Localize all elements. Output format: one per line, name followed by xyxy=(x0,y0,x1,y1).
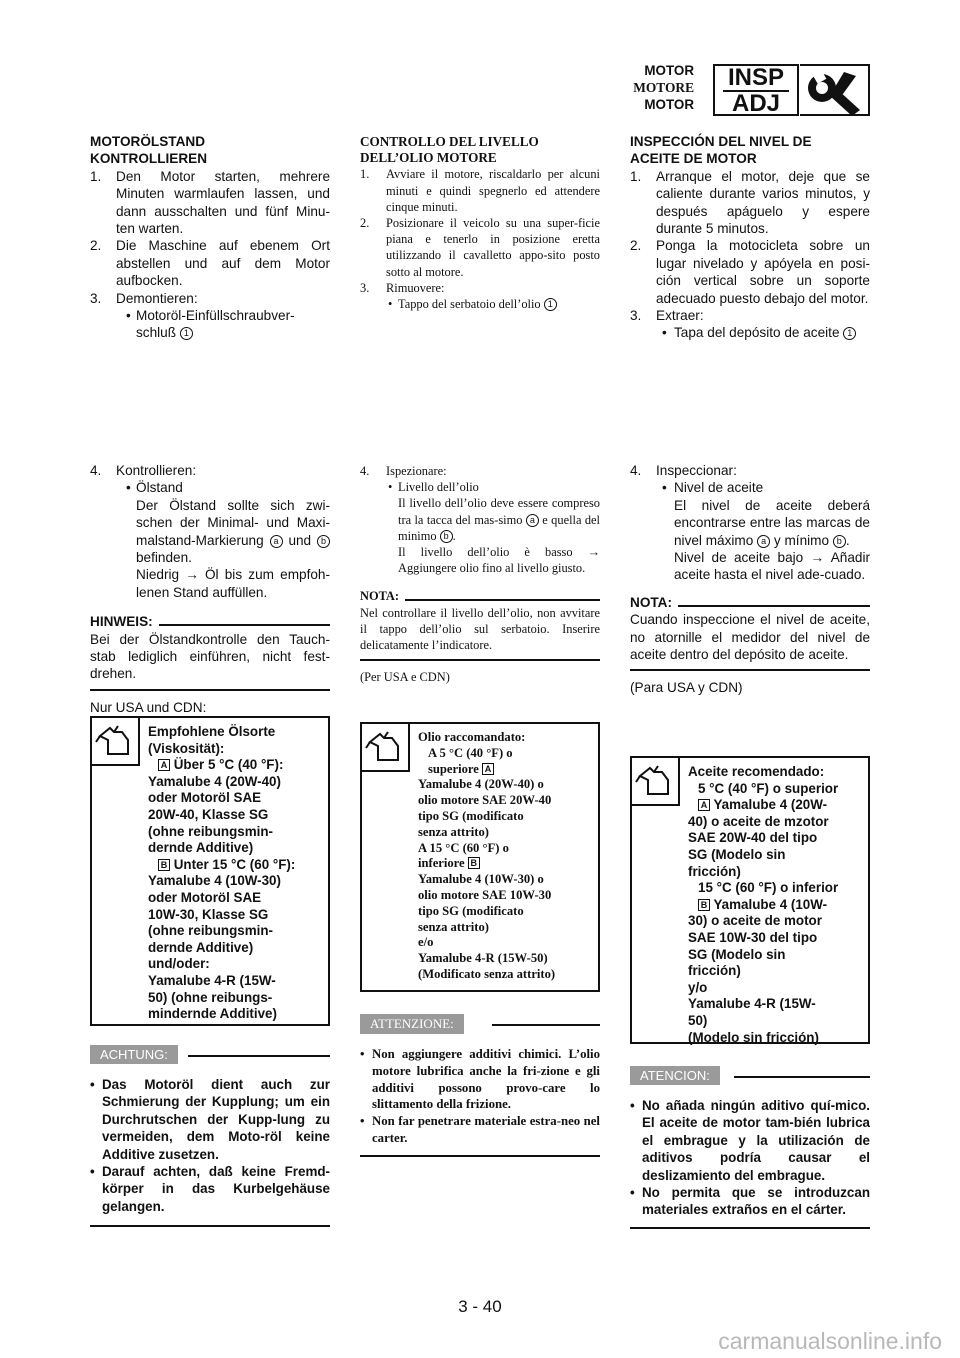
wrench-icon xyxy=(800,66,868,116)
de-step-4-bullet: • Ölstand xyxy=(126,480,183,496)
de-step-2: 2. Die Maschine auf ebenem Ort abstellen und auf dem Motor aufbocken. xyxy=(90,238,330,289)
callout-1: 1 xyxy=(544,298,557,311)
it-low-level: Il livello dell’olio è basso → Aggiungere olio fino al livello giusto. xyxy=(398,545,600,576)
oil-can-box xyxy=(632,758,680,806)
es-step-3-bullet: • Tapa del depósito de aceite 1 xyxy=(630,324,870,341)
key-b: B xyxy=(698,899,710,911)
de-step-3: 3. Demontieren: xyxy=(90,290,198,306)
key-a: A xyxy=(158,759,170,771)
it-step-4-bullet: • Livello dell’olio xyxy=(388,480,479,495)
page-number: 3 - 40 xyxy=(458,1297,502,1316)
es-note-text: Cuando inspeccione el nivel de aceite, no atornille el medidor del nivel de aceite dentro del depósito de aceite. xyxy=(630,612,870,663)
it-oil-recommendation-box xyxy=(360,722,600,992)
it-note-text: Nel controllare il livello dell’olio, non avvitare il tappo dell’olio sul serbatoio. Inserire delicatamente l’indicatore. xyxy=(360,605,600,653)
de-caution-2: • Darauf achten, daß keine Fremd-körper in das Kurbelgehäuse gelangen. xyxy=(90,1164,330,1214)
oil-can-icon xyxy=(632,758,676,802)
key-a: A xyxy=(482,763,494,775)
section-header xyxy=(600,62,870,118)
de-step-4: 4. Kontrollieren: xyxy=(90,463,197,478)
es-note-heading xyxy=(630,594,870,611)
watermark: carmanualsonline.info xyxy=(718,1328,942,1354)
callout-1: 1 xyxy=(843,327,856,340)
it-level-text: Il livello dell’olio deve essere compreso tra la tacca del mas-simo a e quella del minimo b . xyxy=(398,496,600,543)
section-title-de: MOTOR xyxy=(644,63,694,78)
section-title-it: MOTORE xyxy=(633,80,694,95)
es-note-label: NOTA: xyxy=(630,594,673,610)
de-region: Nur USA und CDN: xyxy=(90,699,207,715)
it-step-1: 1. Avviare il motore, riscaldarlo per alcuni minuti e quindi spegnerlo ed attendere cinque minuti. xyxy=(360,167,600,214)
de-step-3-bullet: • Motoröl-Einfüllschraubver-schluß 1 xyxy=(126,308,295,341)
de-caution-label: ACHTUNG: xyxy=(90,1045,178,1064)
it-region: (Per USA e CDN) xyxy=(360,670,450,685)
it-step-2: 2. Posizionare il veicolo su una super-ficie piana e tenerlo in posizione eretta utilizzando il cavalletto appo-sito posto sotto al motore. xyxy=(360,216,600,279)
wrench-icon-box xyxy=(800,64,870,116)
de-note-text: Bei der Ölstandkontrolle den Tauch-stab lediglich einführen, nicht fest-drehen. xyxy=(90,631,330,682)
insp-adj-badge xyxy=(713,64,799,116)
callout-b: b xyxy=(833,535,846,548)
callout-b: b xyxy=(440,530,453,543)
section-title xyxy=(633,62,694,113)
callout-a: a xyxy=(270,535,283,548)
callout-1: 1 xyxy=(180,327,193,340)
es-caution-2: • No permita que se introduzcan materiales extraños en el cárter. xyxy=(630,1185,870,1218)
es-step-4-bullet: • Nivel de aceite xyxy=(662,480,764,496)
es-oil-recommendation-box xyxy=(630,756,870,1044)
de-step-1: 1. Den Motor starten, mehrere Minuten warmlaufen lassen, und dann ausschalten und fünf Minu-ten warten. xyxy=(90,168,330,237)
oil-can-icon xyxy=(362,724,406,768)
it-caution xyxy=(360,1014,600,1157)
de-title: MOTORÖLSTAND xyxy=(90,134,206,149)
it-step-4: 4. Ispezionare: xyxy=(360,464,447,478)
key-b: B xyxy=(468,857,480,869)
it-caution-1: • Non aggiungere additivi chimici. L’olio motore lubrifica anche la fri-zione e gli additivi possono provo-care lo slittamento della frizione. xyxy=(360,1047,600,1112)
de-caution-1: • Das Motoröl dient auch zur Schmierung der Kupplung; um ein Durchrutschen der Kupp-lung zu vermeiden, dem Moto-röl keine Additive zusetzen. xyxy=(90,1077,330,1162)
es-title-2: ACEITE DE MOTOR xyxy=(630,151,757,167)
it-step-3: 3. Rimuovere: xyxy=(360,280,445,295)
de-level-text: Der Ölstand sollte sich zwi-schen der Minimal- und Maxi-malstand-Markierung a und b befinden. xyxy=(136,497,330,566)
callout-b: b xyxy=(317,535,330,548)
de-oil-recommendation-box xyxy=(90,716,330,1026)
it-caution-label: ATTENZIONE: xyxy=(360,1014,464,1034)
es-low-level: Nivel de aceite bajo → Añadir aceite hasta el nivel ade-cuado. xyxy=(674,550,870,583)
es-step-3: 3. Extraer: xyxy=(630,308,704,324)
es-step-2: 2. Ponga la motocicleta sobre un lugar nivelado y apóyela en posi-ción vertical sobre un soporte adecuado puesto debajo del motor. xyxy=(630,238,870,306)
key-b: B xyxy=(158,859,170,871)
it-note-heading xyxy=(360,588,600,604)
es-step-4: 4. Inspeccionar: xyxy=(630,463,737,478)
callout-a: a xyxy=(757,535,770,548)
it-rec-text: Olio raccomandato: A 5 °C (40 °F) o superiore A Yamalube 4 (20W-40) o olio motore SAE 20W-40 tipo SG (modificato senza attrito) A 15 °C (60 °F) o inferiore B Yamalube 4 (10W-30) o olio motore SAE 10W-30 tipo SG (modificato senza attrito) e/o Yamalube 4-R (15W-50) (Modificato senza attrito) xyxy=(418,730,556,981)
de-rec-text: Empfohlene Ölsorte (Viskosität): A Über 5 °C (40 °F): Yamalube 4 (20W-40) oder Motoröl SAE 20W-40, Klasse SG (ohne reibungsmin- dernde Additive) B Unter 15 °C (60 °F): Yamalube 4 (10W-30) oder Motoröl SAE 10W-30, Klasse SG (ohne reibungsmin- dernde Additive) und/oder: Yamalube 4-R (15W- 50) (ohne reibungs- mindernde Additive) xyxy=(148,724,296,1022)
de-caution xyxy=(90,1045,330,1227)
it-note-label: NOTA: xyxy=(360,589,400,604)
oil-can-box xyxy=(92,718,140,766)
it-inspect-section xyxy=(360,463,600,685)
it-title-2: DELL’OLIO MOTORE xyxy=(360,150,497,166)
callout-a: a xyxy=(526,514,539,527)
es-title: INSPECCIÓN DEL NIVEL DE xyxy=(630,134,812,149)
es-region: (Para USA y CDN) xyxy=(630,680,743,696)
section-title-es: MOTOR xyxy=(644,97,694,112)
de-inspect-section xyxy=(90,462,330,716)
insp-label: INSP xyxy=(723,66,789,92)
es-caution-label: ATENCION: xyxy=(630,1066,720,1085)
it-title: CONTROLLO DEL LIVELLO xyxy=(360,134,539,149)
es-rec-text: Aceite recomendado: 5 °C (40 °F) o superior A Yamalube 4 (20W- 40) o aceite de mzotor SAE 20W-40 del tipo SG (Modelo sin fricción) 15 °C (60 °F) o inferior B Yamalube 4 (10W- 30) o aceite de motor SAE 10W-30 del tipo SG (Modelo sin fricción) y/o Yamalube 4-R (15W- 50) (Modelo sin fricción) xyxy=(688,764,839,1045)
de-title-2: KONTROLLIEREN xyxy=(90,151,208,167)
adj-label: ADJ xyxy=(731,90,780,117)
key-a: A xyxy=(698,799,710,811)
it-caution-2: • Non far penetrare materiale estra-neo nel carter. xyxy=(360,1114,600,1145)
it-step-3-bullet: • Tappo del serbatoio dell’olio 1 xyxy=(360,296,600,312)
es-inspect-section xyxy=(630,462,870,697)
it-top-section xyxy=(360,134,600,312)
de-top-section xyxy=(90,133,330,342)
es-step-1: 1. Arranque el motor, deje que se caliente durante varios minutos, y después apáguelo y espere durante 5 minutos. xyxy=(630,168,870,237)
es-top-section xyxy=(630,133,870,342)
es-level-text: El nivel de aceite deberá encontrarse entre las marcas de nivel máximo a y mínimo b . xyxy=(674,497,870,548)
de-low-level: Niedrig → Öl bis zum empfoh-lenen Stand auffüllen. xyxy=(136,567,330,600)
oil-can-icon xyxy=(92,718,136,762)
de-note-heading xyxy=(90,613,330,630)
oil-can-box xyxy=(362,724,410,772)
es-caution-1: • No añada ningún aditivo quí-mico. El aceite de motor tam-bién lubrica el embrague y la utilización de aditivos podría causar el deslizamiento del embrague. xyxy=(630,1098,870,1183)
de-note-label: HINWEIS: xyxy=(90,614,153,630)
es-caution xyxy=(630,1066,870,1229)
